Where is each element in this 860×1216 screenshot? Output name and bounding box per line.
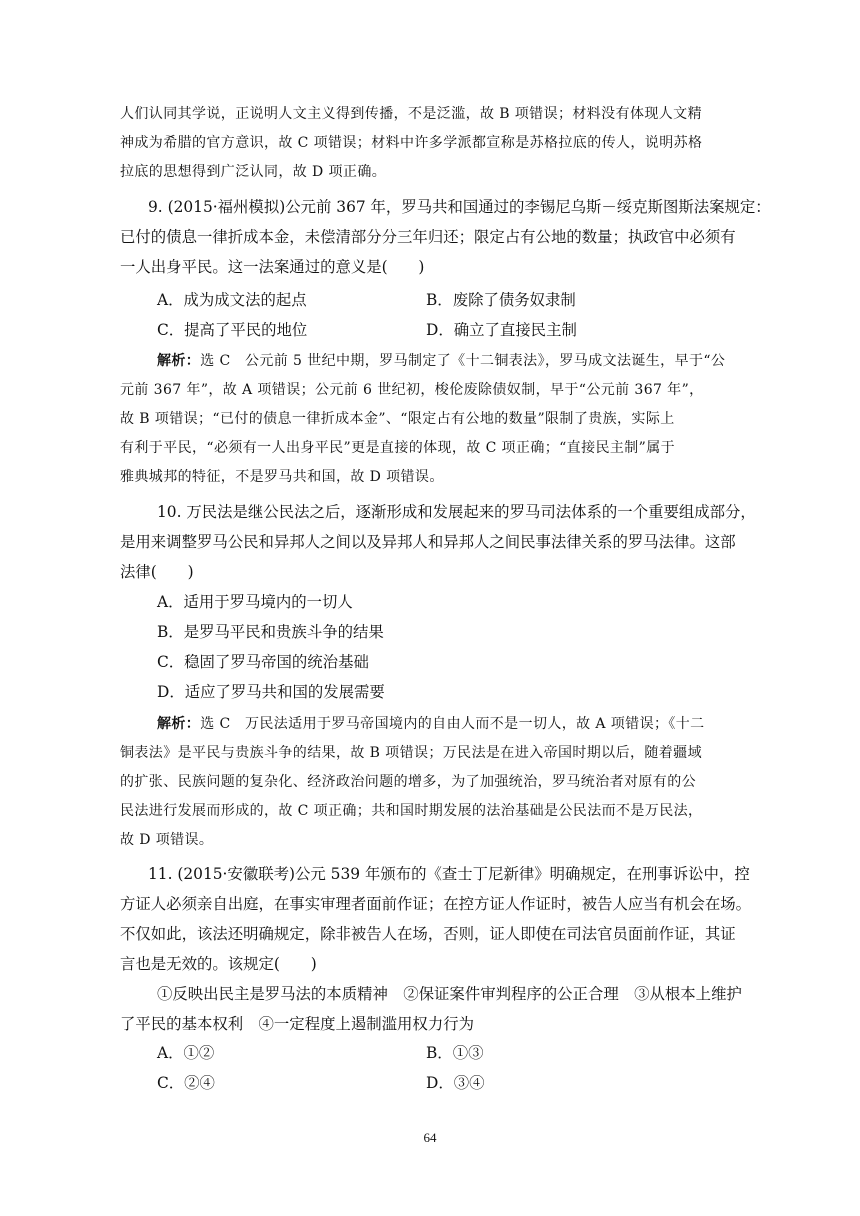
q9-option-b: B．废除了债务奴隶制: [426, 291, 576, 309]
q9-analysis-label: 解析：: [157, 353, 201, 369]
q10-analysis-line-4: 民法进行发展而形成的，故 C 项正确；共和国时期发展的法治基础是公民法而不是万民法，: [120, 803, 703, 819]
q10-analysis-line-5: 故 D 项错误。: [120, 832, 214, 848]
q11-statements-line-2: 了平民的基本权利 ④一定程度上遏制滥用权力行为: [120, 1015, 474, 1033]
q11-stem-line-3: 不仅如此，该法还明确规定，除非被告人在场，否则，证人即使在司法官员面前作证，其证: [120, 925, 736, 943]
q10-option-a: A．适用于罗马境内的一切人: [157, 593, 353, 611]
q9-analysis-line-1: [157, 351, 725, 371]
q9-option-a: A．成为成文法的起点: [157, 291, 307, 309]
q10-option-c: C．稳固了罗马帝国的统治基础: [157, 653, 369, 671]
q10-stem-line-3: 法律( ): [120, 563, 194, 581]
q11-stem-line-2: 方证人必须亲自出庭，在事实审理者面前作证；在控方证人作证时，被告人应当有机会在场。: [120, 895, 752, 913]
q9-analysis-line-3: 故 B 项错误；“已付的债息一律折成本金”、“限定占有公地的数量”限制了贵族，实际上: [120, 411, 675, 427]
q10-analysis-line-3: 的扩张、民族问题的复杂化、经济政治问题的增多，为了加强统治，罗马统治者对原有的公: [120, 774, 696, 790]
q10-stem-line-1: 10. 万民法是继公民法之后，逐渐形成和发展起来的罗马司法体系的一个重要组成部分，: [157, 503, 756, 521]
q11-stem-line-4: 言也是无效的。该规定( ): [120, 955, 317, 973]
q10-option-d: D．适应了罗马共和国的发展需要: [157, 683, 385, 701]
q11-stem-line-1: 11. (2015·安徽联考)公元 539 年颁布的《查士丁尼新律》明确规定，在刑事诉讼中，控: [148, 865, 750, 883]
prev-answer-line-1: 人们认同其学说，正说明人文主义得到传播，不是泛滥，故 B 项错误；材料没有体现人文精: [120, 106, 702, 122]
q9-analysis-first: 选 C 公元前 5 世纪中期，罗马制定了《十二铜表法》，罗马成文法诞生，早于“公: [200, 353, 726, 369]
q9-option-c: C．提高了平民的地位: [157, 321, 308, 339]
q10-analysis-first: 选 C 万民法适用于罗马帝国境内的自由人而不是一切人，故 A 项错误；《十二: [200, 716, 705, 732]
q10-analysis-label: 解析：: [157, 716, 201, 732]
page-number: 64: [423, 1130, 437, 1145]
q9-stem-line-1: 9. (2015·福州模拟)公元前 367 年，罗马共和国通过的李锡尼乌斯－绥克斯图斯法案规定：: [148, 198, 771, 216]
q11-option-d: D．③④: [426, 1074, 485, 1092]
q11-option-b: B．①③: [426, 1044, 484, 1062]
q11-option-c: C．②④: [157, 1074, 215, 1092]
prev-answer-line-3: 拉底的思想得到广泛认同，故 D 项正确。: [120, 164, 387, 180]
prev-answer-line-2: 神成为希腊的官方意识，故 C 项错误；材料中许多学派都宣称是苏格拉底的传人，说明苏格: [120, 135, 703, 151]
q10-stem-line-2: 是用来调整罗马公民和异邦人之间以及异邦人和异邦人之间民事法律关系的罗马法律。这部: [120, 533, 736, 551]
q9-stem-line-3: 一人出身平民。这一法案通过的意义是( ): [120, 258, 425, 276]
q9-analysis-line-2: 元前 367 年”，故 A 项错误；公元前 6 世纪初，梭伦废除债奴制，早于“公元前 367 年”，: [120, 382, 704, 398]
q11-option-a: A．①②: [157, 1044, 215, 1062]
q11-statements-line-1: ①反映出民主是罗马法的本质精神 ②保证案件审判程序的公正合理 ③从根本上维护: [157, 985, 742, 1003]
q10-analysis-line-2: 铜表法》是平民与贵族斗争的结果，故 B 项错误；万民法是在进入帝国时期以后，随着疆域: [120, 745, 702, 761]
q10-option-b: B．是罗马平民和贵族斗争的结果: [157, 623, 384, 641]
q9-stem-line-2: 已付的债息一律折成本金，未偿清部分分三年归还；限定占有公地的数量；执政官中必须有: [120, 228, 736, 246]
q9-analysis-line-4: 有利于平民，“必须有一人出身平民”更是直接的体现，故 C 项正确；“直接民主制”属于: [120, 440, 676, 456]
q9-option-d: D．确立了直接民主制: [426, 321, 577, 339]
q10-analysis-line-1: [157, 714, 705, 734]
q9-analysis-line-5: 雅典城邦的特征，不是罗马共和国，故 D 项错误。: [120, 469, 444, 485]
